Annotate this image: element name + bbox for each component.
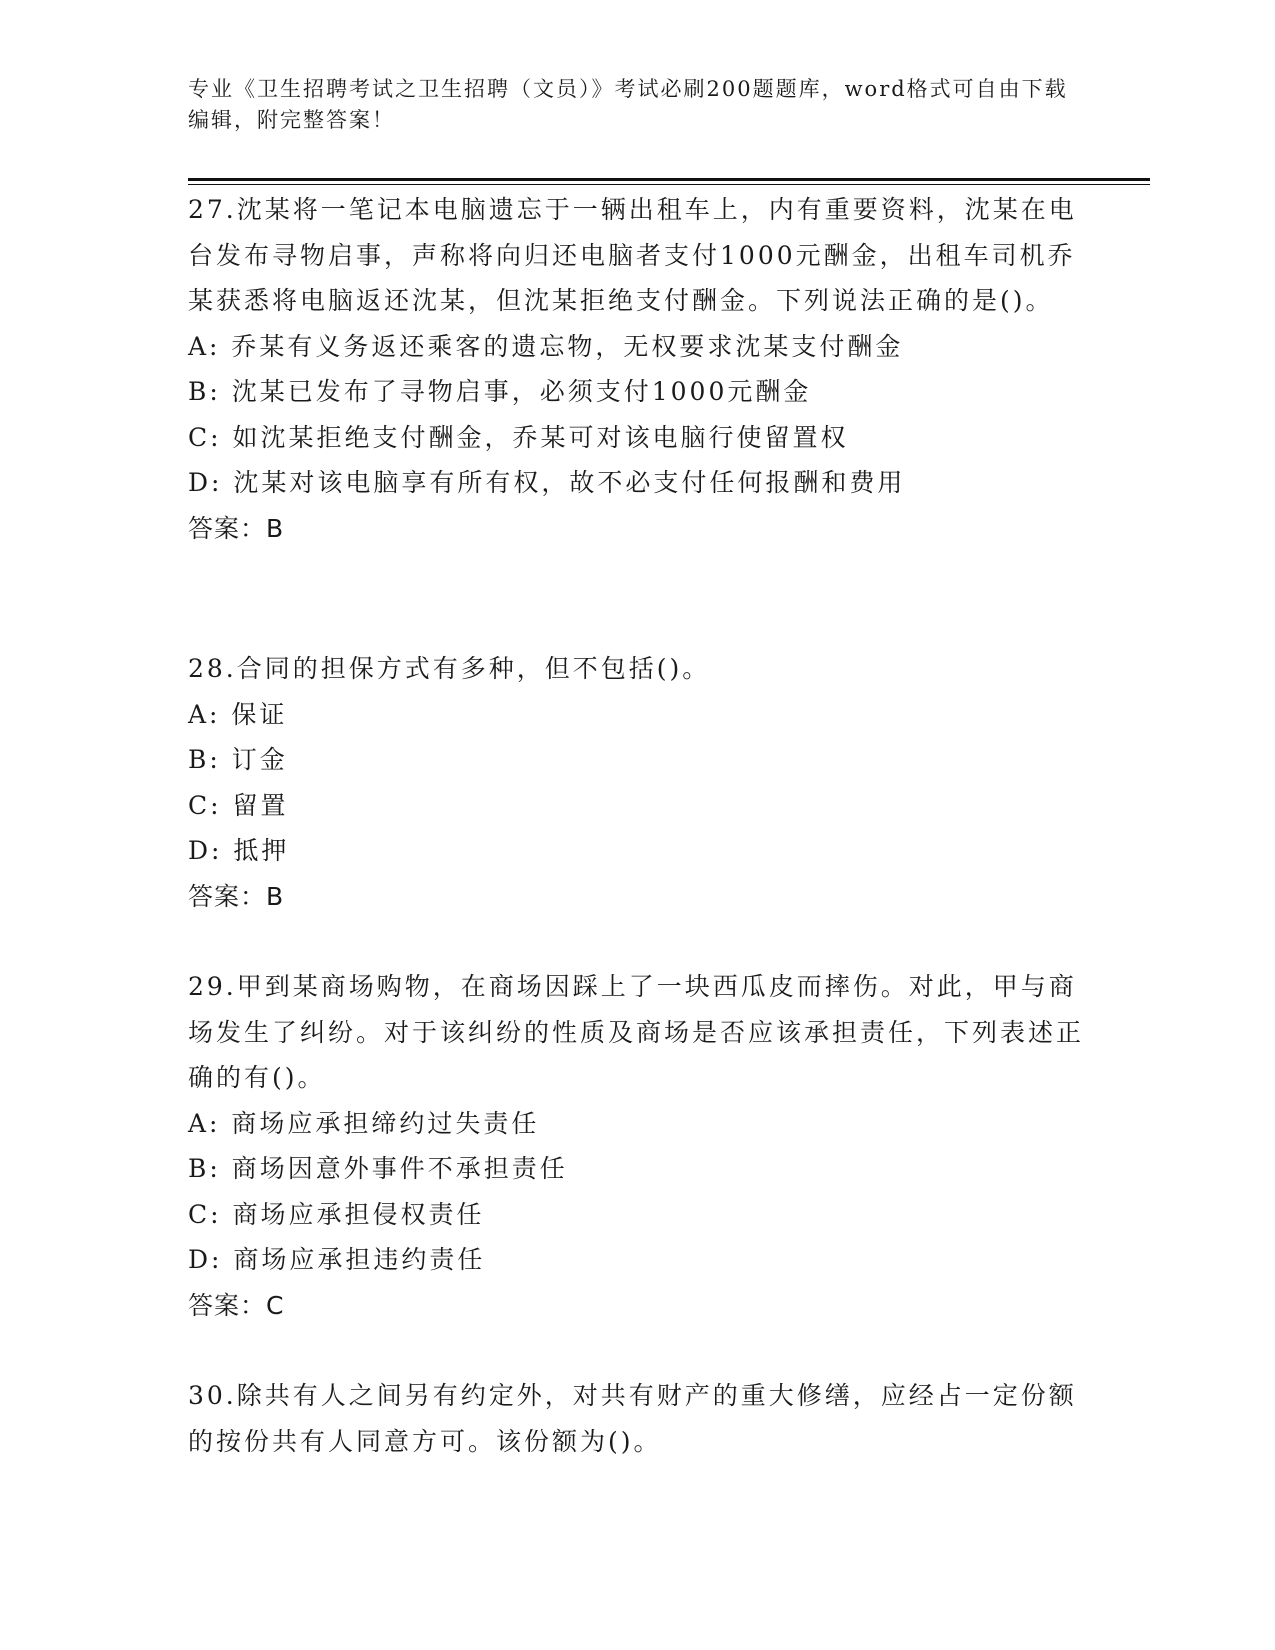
option-b: B: 订金 [188, 745, 288, 774]
answer-line: 答案：B [188, 881, 285, 911]
question-28 [188, 646, 1088, 919]
option-c: C: 留置 [188, 790, 289, 820]
question-stem: 27.沈某将一笔记本电脑遗忘于一辆出租车上，内有重要资料，沈某在电台发布寻物启事，声称将向归还电脑者支付1000元酬金，出租车司机乔某获悉将电脑返还沈某，但沈某拒绝支付酬金。下列说法正确的是()。 [188, 195, 1077, 315]
option-d: D: 抵押 [188, 836, 290, 865]
option-b: B: 商场因意外事件不承担责任 [188, 1154, 568, 1183]
answer-line: 答案：B [188, 513, 285, 543]
answer-line: 答案：C [188, 1290, 285, 1320]
question-29 [188, 964, 1088, 1328]
option-c: C: 商场应承担侵权责任 [188, 1199, 485, 1229]
option-a: A: 商场应承担缔约过失责任 [188, 1108, 540, 1138]
option-a: A: 乔某有义务返还乘客的遗忘物，无权要求沈某支付酬金 [188, 331, 904, 361]
question-30 [188, 1373, 1088, 1464]
question-stem: 29.甲到某商场购物，在商场因踩上了一块西瓜皮而摔伤。对此，甲与商场发生了纠纷。对于该纠纷的性质及商场是否应该承担责任，下列表述正确的有()。 [188, 972, 1085, 1092]
option-a: A: 保证 [188, 699, 288, 729]
header-rule-thin [188, 184, 1150, 185]
option-d: D: 沈某对该电脑享有所有权，故不必支付任何报酬和费用 [188, 468, 906, 497]
question-stem: 28.合同的担保方式有多种，但不包括()。 [188, 654, 711, 683]
option-c: C: 如沈某拒绝支付酬金，乔某可对该电脑行使留置权 [188, 422, 849, 452]
option-b: B: 沈某已发布了寻物启事，必须支付1000元酬金 [188, 377, 812, 406]
question-27 [188, 187, 1088, 551]
document-header: 专业《卫生招聘考试之卫生招聘（文员）》考试必刷200题题库，word格式可自由下载编辑，附完整答案！ [188, 77, 1068, 132]
option-d: D: 商场应承担违约责任 [188, 1245, 486, 1274]
question-stem: 30.除共有人之间另有约定外，对共有财产的重大修缮，应经占一定份额的按份共有人同意方可。该份额为()。 [188, 1381, 1077, 1456]
header-rule-thick [188, 178, 1150, 181]
